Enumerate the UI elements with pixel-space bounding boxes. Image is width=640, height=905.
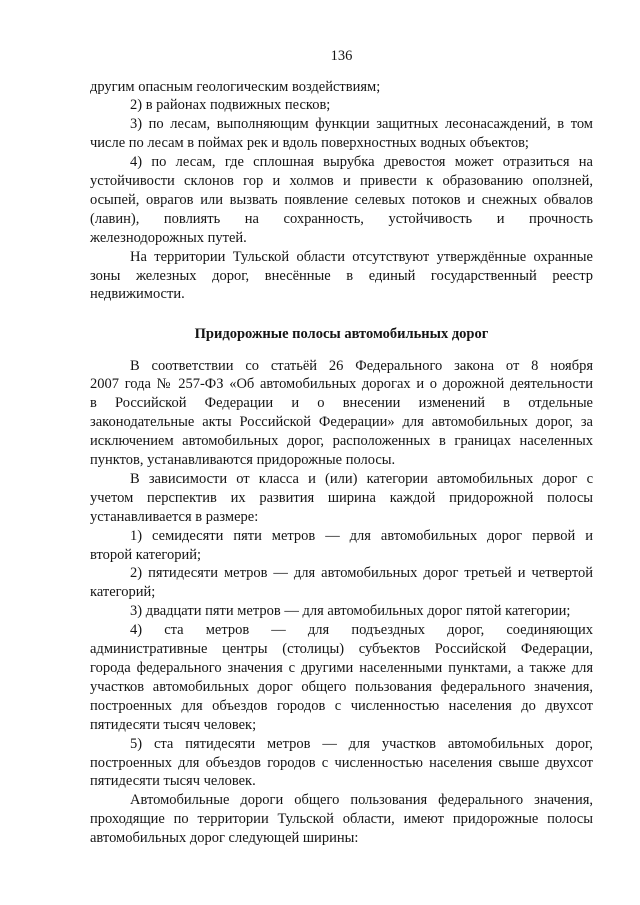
list-item-5-width	[90, 735, 593, 792]
text-line: 5) ста пятидесяти метров — для участков автомобильных дорог,	[130, 735, 593, 752]
paragraph-width-intro	[90, 470, 593, 527]
list-item-2-width	[90, 564, 593, 602]
text-line: Автомобильные дороги общего пользования федерального значения,	[130, 792, 593, 809]
list-item-3-protective-forests	[90, 115, 593, 153]
text-line: 1) семидесяти пяти метров — для автомобильных дорог первой и	[130, 527, 593, 544]
text-line: построенных для объездов городов с численностью населения свыше двухсот	[90, 754, 593, 771]
text-line: другим опасным геологическим воздействиям;	[90, 78, 381, 95]
page-number: 136	[330, 48, 353, 64]
paragraph-continuation	[90, 78, 593, 97]
text-line: исключением автомобильных дорог, расположенных в границах населенных	[90, 433, 593, 450]
text-line: На территории Тульской области отсутствуют утверждённые охранные	[130, 248, 593, 265]
paragraph-federal-roads-tula	[90, 791, 593, 848]
section-heading: Придорожные полосы автомобильных дорог	[194, 325, 489, 342]
text-line: железнодорожных путей.	[90, 229, 247, 246]
text-line: учетом перспектив их развития ширина каждой придорожной полосы	[90, 489, 593, 506]
text-line: второй категорий;	[90, 546, 202, 563]
text-line: (лавин), повлиять на сохранность, устойчивость и прочность	[90, 210, 593, 227]
text-line: устойчивости склонов гор и холмов и привести к образованию оползней,	[90, 173, 593, 190]
text-line: 4) ста метров — для подъездных дорог, соединяющих	[130, 622, 593, 639]
text-line: В соответствии со статьёй 26 Федерального закона от 8 ноября	[130, 357, 593, 374]
text-line: законодательные акты Российской Федерации» для автомобильных дорог, за	[90, 414, 593, 431]
text-line: 3) двадцати пяти метров — для автомобильных дорог пятой категории;	[130, 603, 571, 620]
text-line: пунктов, устанавливаются придорожные полосы.	[90, 452, 396, 469]
text-line: недвижимости.	[90, 286, 185, 303]
text-line: административные центры (столицы) субъектов Российской Федерации,	[90, 641, 593, 658]
list-item-2-moving-sands	[90, 96, 593, 115]
text-line: 3) по лесам, выполняющим функции защитных лесонасаждений, в том	[130, 116, 593, 133]
list-item-4-slope-forests	[90, 153, 593, 248]
text-line: в Российской Федерации и о внесении изменений в отдельные	[90, 395, 593, 412]
text-line: 2007 года № 257-ФЗ «Об автомобильных дорогах и о дорожной деятельности	[90, 376, 593, 393]
text-line: построенных для объездов городов с численностью населения до двухсот	[90, 697, 593, 714]
text-line: устанавливается в размере:	[90, 508, 259, 525]
text-line: 2) в районах подвижных песков;	[130, 97, 331, 114]
text-line: категорий;	[90, 584, 156, 601]
text-line: 4) по лесам, где сплошная вырубка древостоя может отразиться на	[130, 154, 593, 171]
list-item-1-width	[90, 527, 593, 565]
top-section	[90, 78, 593, 305]
text-line: осыпей, оврагов или вызвать появление селевых потоков и снежных обвалов	[90, 191, 593, 208]
text-line: пятидесяти тысяч человек;	[90, 716, 257, 733]
text-line: проходящие по территории Тульской области, имеют придорожные полосы	[90, 811, 593, 828]
roadside-section	[90, 357, 593, 849]
paragraph-railway-protection-zones	[90, 248, 593, 305]
list-item-4-width	[90, 621, 593, 734]
text-line: 2) пятидесяти метров — для автомобильных дорог третьей и четвертой	[130, 565, 593, 582]
paragraph-federal-law	[90, 357, 593, 470]
text-line: автомобильных дорог следующей ширины:	[90, 830, 359, 847]
text-line: В зависимости от класса и (или) категории автомобильных дорог с	[130, 470, 593, 487]
text-line: числе по лесам в поймах рек и вдоль поверхностных водных объектов;	[90, 135, 529, 152]
text-line: пятидесяти тысяч человек.	[90, 773, 256, 790]
text-line: зоны железных дорог, внесённые в единый государственный реестр	[90, 267, 593, 284]
text-line: участков автомобильных дорог общего пользования федерального значения,	[90, 678, 593, 695]
text-line: города федерального значения с другими населенными пунктами, а также для	[90, 660, 593, 676]
list-item-3-width	[90, 602, 593, 621]
